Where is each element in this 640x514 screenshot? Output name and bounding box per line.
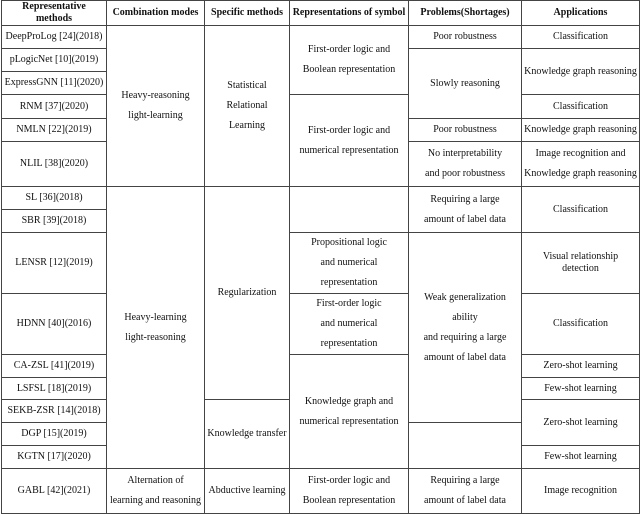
problem-line: and poor robustness — [425, 168, 505, 179]
representation-line: First-order logic and — [307, 44, 391, 55]
representation-cell — [290, 95, 409, 187]
problem-line: amount of label data — [424, 351, 506, 363]
application-cell: Few-shot learning — [522, 446, 640, 469]
application-cell: Classification — [522, 294, 640, 355]
specific-cell — [205, 26, 290, 187]
combination-line: learning and reasoning — [109, 495, 202, 506]
method-cell: GABL [42](2021) — [2, 469, 107, 514]
representation-line: Knowledge graph and — [304, 395, 394, 407]
application-cell — [522, 142, 640, 187]
representation-line: and numerical representation — [320, 257, 378, 288]
representation-line: First-order logic and — [307, 124, 391, 136]
application-cell: Classification — [522, 26, 640, 49]
problem-cell — [409, 142, 522, 187]
method-cell: SEKB-ZSR [14](2018) — [2, 400, 107, 423]
application-line: Knowledge graph reasoning — [524, 168, 637, 179]
application-cell: Classification — [522, 95, 640, 119]
specific-line: Learning — [228, 120, 266, 131]
application-cell: Knowledge graph reasoning — [522, 119, 640, 142]
table-row — [2, 233, 640, 294]
method-cell: RNM [37](2020) — [2, 95, 107, 119]
specific-cell: Knowledge transfer — [205, 400, 290, 469]
combination-cell — [107, 26, 205, 187]
representation-line: Propositional logic — [311, 237, 387, 248]
problem-cell: Slowly reasoning — [409, 49, 522, 119]
table-row — [2, 469, 640, 514]
method-cell: NLIL [38](2020) — [2, 142, 107, 187]
method-cell: ExpressGNN [11](2020) — [2, 72, 107, 95]
method-cell: DGP [15](2019) — [2, 423, 107, 446]
representation-cell — [290, 294, 409, 355]
combination-line: light-reasoning — [125, 331, 186, 343]
table-row — [2, 187, 640, 210]
method-cell: SBR [39](2018) — [2, 210, 107, 233]
representation-line: and numerical representation — [320, 318, 378, 349]
representation-line: numerical representation — [299, 415, 399, 427]
application-cell: Zero-shot learning — [522, 355, 640, 378]
table-row — [2, 294, 640, 355]
header-row — [2, 1, 640, 26]
combination-line: Heavy-reasoning — [121, 90, 190, 101]
problem-line: and requiring a large — [423, 331, 507, 343]
representation-cell — [290, 355, 409, 469]
method-cell: HDNN [40](2016) — [2, 294, 107, 355]
problem-line: No interpretability — [427, 148, 503, 159]
combination-cell — [107, 187, 205, 469]
header-representations: Representations of symbol — [290, 1, 409, 26]
specific-cell: Regularization — [205, 187, 290, 400]
application-cell: Few-shot learning — [522, 378, 640, 400]
problem-cell — [409, 469, 522, 514]
representation-line: numerical representation — [299, 144, 399, 156]
specific-line: Statistical Relational — [226, 80, 268, 111]
header-specific-methods: Specific methods — [205, 1, 290, 26]
method-cell: CA-ZSL [41](2019) — [2, 355, 107, 378]
problem-line: amount of label data — [424, 213, 506, 225]
combination-cell — [107, 469, 205, 514]
method-cell: KGTN [17](2020) — [2, 446, 107, 469]
application-cell: Image recognition — [522, 469, 640, 514]
problem-cell: Poor robustness — [409, 26, 522, 49]
application-cell: Visual relationship detection — [522, 233, 640, 294]
problem-line: amount of label data — [424, 495, 506, 506]
problem-line: Requiring a large — [430, 193, 500, 205]
header-combination-modes: Combination modes — [107, 1, 205, 26]
representation-line: Boolean representation — [302, 495, 396, 506]
representation-line: First-order logic — [316, 298, 382, 309]
combination-line: Alternation of — [127, 475, 184, 486]
method-cell: NMLN [22](2019) — [2, 119, 107, 142]
combination-line: light-learning — [128, 110, 183, 121]
table-row — [2, 26, 640, 49]
method-cell: LENSR [12](2019) — [2, 233, 107, 294]
header-problems: Problems(Shortages) — [409, 1, 522, 26]
problem-line: Requiring a large — [430, 475, 500, 486]
representation-line: Boolean representation — [302, 64, 396, 75]
table-row — [2, 355, 640, 378]
specific-cell: Abductive learning — [205, 469, 290, 514]
header-applications: Applications — [522, 1, 640, 26]
representation-line: First-order logic and — [307, 475, 391, 486]
header-representative-methods: Representative methods — [2, 1, 107, 26]
problem-cell: Poor robustness — [409, 119, 522, 142]
method-cell: LSFSL [18](2019) — [2, 378, 107, 400]
problem-line: Weak generalization ability — [424, 291, 506, 323]
representation-cell — [290, 233, 409, 294]
representation-cell — [290, 187, 409, 233]
application-cell: Zero-shot learning — [522, 400, 640, 446]
representation-cell — [290, 26, 409, 95]
problem-cell — [409, 423, 522, 469]
method-cell: pLogicNet [10](2019) — [2, 49, 107, 72]
combination-line: Heavy-learning — [124, 311, 187, 323]
problem-cell — [409, 187, 522, 233]
methods-table — [1, 0, 640, 514]
method-cell: SL [36](2018) — [2, 187, 107, 210]
table-row — [2, 95, 640, 119]
application-line: Image recognition and — [535, 148, 626, 159]
application-cell: Knowledge graph reasoning — [522, 49, 640, 95]
representation-cell — [290, 469, 409, 514]
problem-cell — [409, 233, 522, 423]
application-cell: Classification — [522, 187, 640, 233]
method-cell: DeepProLog [24](2018) — [2, 26, 107, 49]
